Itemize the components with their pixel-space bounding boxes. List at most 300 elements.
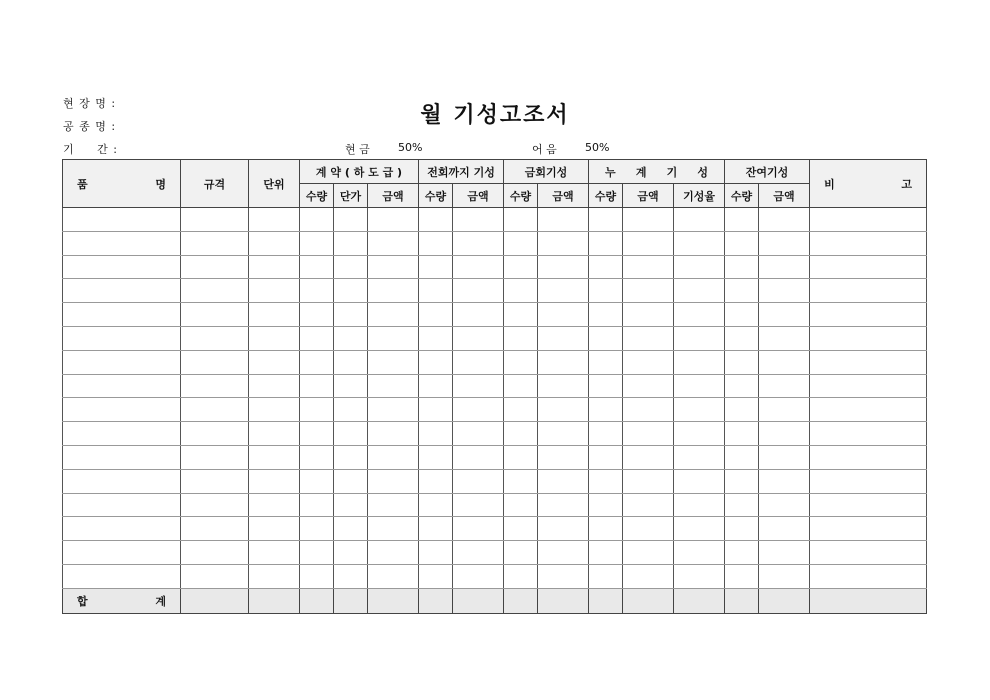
table-cell[interactable] <box>368 445 419 469</box>
table-cell[interactable] <box>334 469 368 493</box>
table-cell[interactable] <box>725 564 759 588</box>
table-cell[interactable] <box>181 398 249 422</box>
table-cell[interactable] <box>810 374 927 398</box>
progress-table <box>62 159 927 614</box>
table-cell[interactable] <box>759 231 810 255</box>
table-cell[interactable] <box>453 303 504 327</box>
total-cell <box>249 588 300 613</box>
table-row <box>63 493 927 517</box>
table-cell[interactable] <box>249 564 300 588</box>
table-cell[interactable] <box>504 469 538 493</box>
table-cell[interactable] <box>63 422 181 446</box>
table-cell[interactable] <box>623 422 674 446</box>
table-cell[interactable] <box>453 398 504 422</box>
table-cell[interactable] <box>504 564 538 588</box>
header-cumulative: 누 계 기 성 <box>589 160 725 184</box>
table-cell[interactable] <box>538 374 589 398</box>
table-cell[interactable] <box>674 231 725 255</box>
table-row <box>63 350 927 374</box>
table-cell[interactable] <box>538 350 589 374</box>
table-cell[interactable] <box>300 279 334 303</box>
table-cell[interactable] <box>589 398 623 422</box>
table-cell[interactable] <box>589 564 623 588</box>
sub-contract-price: 단가 <box>334 184 368 208</box>
table-cell[interactable] <box>419 231 453 255</box>
note-value: 50% <box>585 141 610 154</box>
table-row <box>63 303 927 327</box>
table-cell[interactable] <box>538 326 589 350</box>
table-cell[interactable] <box>249 350 300 374</box>
table-cell[interactable] <box>63 326 181 350</box>
total-cell <box>300 588 334 613</box>
table-cell[interactable] <box>249 374 300 398</box>
table-cell[interactable] <box>181 469 249 493</box>
table-cell[interactable] <box>249 541 300 565</box>
table-cell[interactable] <box>725 374 759 398</box>
table-cell[interactable] <box>419 564 453 588</box>
table-cell[interactable] <box>453 493 504 517</box>
total-cell <box>334 588 368 613</box>
table-cell[interactable] <box>589 469 623 493</box>
table-cell[interactable] <box>538 208 589 232</box>
table-cell[interactable] <box>419 445 453 469</box>
table-cell[interactable] <box>181 279 249 303</box>
table-cell[interactable] <box>589 303 623 327</box>
table-cell[interactable] <box>63 374 181 398</box>
table-cell[interactable] <box>810 279 927 303</box>
table-cell[interactable] <box>181 445 249 469</box>
table-cell[interactable] <box>300 517 334 541</box>
table-cell[interactable] <box>538 303 589 327</box>
total-cell <box>589 588 623 613</box>
table-cell[interactable] <box>759 469 810 493</box>
table-cell[interactable] <box>674 469 725 493</box>
table-cell[interactable] <box>725 231 759 255</box>
table-cell[interactable] <box>368 303 419 327</box>
table-cell[interactable] <box>538 231 589 255</box>
table-cell[interactable] <box>504 208 538 232</box>
table-cell[interactable] <box>759 422 810 446</box>
table-cell[interactable] <box>759 279 810 303</box>
table-cell[interactable] <box>249 303 300 327</box>
table-cell[interactable] <box>63 445 181 469</box>
sub-current-qty: 수량 <box>504 184 538 208</box>
table-cell[interactable] <box>181 517 249 541</box>
table-cell[interactable] <box>368 326 419 350</box>
table-cell[interactable] <box>504 374 538 398</box>
table-cell[interactable] <box>538 493 589 517</box>
table-cell[interactable] <box>538 422 589 446</box>
table-cell[interactable] <box>623 255 674 279</box>
table-cell[interactable] <box>453 422 504 446</box>
table-cell[interactable] <box>63 255 181 279</box>
table-cell[interactable] <box>810 303 927 327</box>
table-row <box>63 374 927 398</box>
table-cell[interactable] <box>334 255 368 279</box>
table-cell[interactable] <box>300 493 334 517</box>
table-cell[interactable] <box>623 517 674 541</box>
table-cell[interactable] <box>504 255 538 279</box>
table-cell[interactable] <box>538 255 589 279</box>
table-row <box>63 541 927 565</box>
table-cell[interactable] <box>249 279 300 303</box>
cash-label: 현 금 <box>345 143 370 156</box>
table-cell[interactable] <box>334 445 368 469</box>
table-cell[interactable] <box>300 422 334 446</box>
table-cell[interactable] <box>589 208 623 232</box>
table-cell[interactable] <box>589 279 623 303</box>
table-cell[interactable] <box>453 279 504 303</box>
header-remark: 비 고 <box>810 160 927 208</box>
table-row <box>63 279 927 303</box>
table-cell[interactable] <box>300 231 334 255</box>
table-cell[interactable] <box>63 231 181 255</box>
table-cell[interactable] <box>453 469 504 493</box>
sub-current-amount: 금액 <box>538 184 589 208</box>
table-cell[interactable] <box>589 445 623 469</box>
table-cell[interactable] <box>759 564 810 588</box>
table-cell[interactable] <box>368 398 419 422</box>
table-cell[interactable] <box>181 326 249 350</box>
table-cell[interactable] <box>674 398 725 422</box>
table-cell[interactable] <box>759 493 810 517</box>
table-cell[interactable] <box>759 350 810 374</box>
table-cell[interactable] <box>453 374 504 398</box>
table-cell[interactable] <box>623 541 674 565</box>
table-cell[interactable] <box>674 350 725 374</box>
table-cell[interactable] <box>249 231 300 255</box>
table-cell[interactable] <box>759 445 810 469</box>
table-cell[interactable] <box>538 517 589 541</box>
table-cell[interactable] <box>368 231 419 255</box>
table-cell[interactable] <box>63 350 181 374</box>
table-cell[interactable] <box>589 374 623 398</box>
table-cell[interactable] <box>334 326 368 350</box>
table-cell[interactable] <box>334 374 368 398</box>
sub-contract-amount: 금액 <box>368 184 419 208</box>
table-cell[interactable] <box>419 469 453 493</box>
table-cell[interactable] <box>334 303 368 327</box>
table-cell[interactable] <box>368 350 419 374</box>
table-row <box>63 398 927 422</box>
table-cell[interactable] <box>368 493 419 517</box>
table-cell[interactable] <box>725 398 759 422</box>
table-cell[interactable] <box>623 469 674 493</box>
table-cell[interactable] <box>759 303 810 327</box>
table-cell[interactable] <box>419 326 453 350</box>
table-cell[interactable] <box>419 541 453 565</box>
total-cell <box>623 588 674 613</box>
table-cell[interactable] <box>249 517 300 541</box>
table-cell[interactable] <box>453 208 504 232</box>
table-cell[interactable] <box>810 493 927 517</box>
table-cell[interactable] <box>810 398 927 422</box>
table-cell[interactable] <box>249 445 300 469</box>
table-cell[interactable] <box>300 255 334 279</box>
total-label: 합 계 <box>63 588 181 613</box>
table-cell[interactable] <box>759 208 810 232</box>
table-cell[interactable] <box>725 469 759 493</box>
table-cell[interactable] <box>674 517 725 541</box>
table-cell[interactable] <box>334 422 368 446</box>
table-cell[interactable] <box>63 208 181 232</box>
table-cell[interactable] <box>725 208 759 232</box>
table-cell[interactable] <box>334 350 368 374</box>
table-cell[interactable] <box>300 445 334 469</box>
table-row <box>63 564 927 588</box>
table-cell[interactable] <box>674 279 725 303</box>
total-cell <box>674 588 725 613</box>
table-cell[interactable] <box>181 255 249 279</box>
table-cell[interactable] <box>589 350 623 374</box>
table-cell[interactable] <box>623 326 674 350</box>
table-cell[interactable] <box>453 326 504 350</box>
table-cell[interactable] <box>810 231 927 255</box>
table-cell[interactable] <box>300 564 334 588</box>
table-cell[interactable] <box>538 279 589 303</box>
table-row <box>63 445 927 469</box>
table-cell[interactable] <box>63 564 181 588</box>
table-cell[interactable] <box>63 303 181 327</box>
table-cell[interactable] <box>674 445 725 469</box>
table-cell[interactable] <box>181 541 249 565</box>
table-cell[interactable] <box>368 517 419 541</box>
table-cell[interactable] <box>810 541 927 565</box>
total-cell <box>453 588 504 613</box>
table-cell[interactable] <box>181 493 249 517</box>
table-cell[interactable] <box>538 398 589 422</box>
table-cell[interactable] <box>725 445 759 469</box>
table-cell[interactable] <box>419 493 453 517</box>
table-cell[interactable] <box>334 231 368 255</box>
total-cell <box>759 588 810 613</box>
table-cell[interactable] <box>810 350 927 374</box>
table-cell[interactable] <box>249 255 300 279</box>
table-body <box>63 208 927 614</box>
table-cell[interactable] <box>300 326 334 350</box>
table-cell[interactable] <box>419 303 453 327</box>
table-cell[interactable] <box>810 517 927 541</box>
table-cell[interactable] <box>589 517 623 541</box>
table-cell[interactable] <box>810 445 927 469</box>
table-cell[interactable] <box>725 493 759 517</box>
table-cell[interactable] <box>504 541 538 565</box>
table-cell[interactable] <box>419 279 453 303</box>
table-cell[interactable] <box>674 493 725 517</box>
table-cell[interactable] <box>300 541 334 565</box>
table-cell[interactable] <box>249 469 300 493</box>
table-cell[interactable] <box>504 517 538 541</box>
table-cell[interactable] <box>538 445 589 469</box>
table-cell[interactable] <box>759 517 810 541</box>
table-cell[interactable] <box>368 374 419 398</box>
table-cell[interactable] <box>249 208 300 232</box>
table-cell[interactable] <box>504 279 538 303</box>
table-cell[interactable] <box>504 445 538 469</box>
table-cell[interactable] <box>300 350 334 374</box>
table-cell[interactable] <box>63 398 181 422</box>
document-title: 월 기성고조서 <box>420 103 570 128</box>
table-cell[interactable] <box>334 398 368 422</box>
table-cell[interactable] <box>674 208 725 232</box>
sub-remaining-qty: 수량 <box>725 184 759 208</box>
table-cell[interactable] <box>725 541 759 565</box>
sub-cumulative-amount: 금액 <box>623 184 674 208</box>
table-cell[interactable] <box>725 303 759 327</box>
table-cell[interactable] <box>674 326 725 350</box>
table-row <box>63 422 927 446</box>
site-name-label: 현 장 명 : <box>63 97 117 110</box>
table-cell[interactable] <box>368 469 419 493</box>
table-cell[interactable] <box>504 493 538 517</box>
table-cell[interactable] <box>249 422 300 446</box>
table-cell[interactable] <box>334 541 368 565</box>
sub-contract-qty: 수량 <box>300 184 334 208</box>
table-cell[interactable] <box>623 398 674 422</box>
table-cell[interactable] <box>368 255 419 279</box>
table-cell[interactable] <box>759 326 810 350</box>
table-cell[interactable] <box>249 493 300 517</box>
table-cell[interactable] <box>181 564 249 588</box>
table-cell[interactable] <box>674 564 725 588</box>
table-cell[interactable] <box>368 564 419 588</box>
table-cell[interactable] <box>725 517 759 541</box>
table-cell[interactable] <box>181 422 249 446</box>
table-cell[interactable] <box>674 422 725 446</box>
table-cell[interactable] <box>181 374 249 398</box>
table-cell[interactable] <box>300 398 334 422</box>
table-cell[interactable] <box>419 422 453 446</box>
table-cell[interactable] <box>453 255 504 279</box>
table-cell[interactable] <box>300 208 334 232</box>
table-cell[interactable] <box>725 326 759 350</box>
table-cell[interactable] <box>623 279 674 303</box>
table-cell[interactable] <box>300 469 334 493</box>
table-cell[interactable] <box>334 493 368 517</box>
total-row <box>63 588 927 613</box>
table-cell[interactable] <box>63 517 181 541</box>
table-cell[interactable] <box>623 564 674 588</box>
table-cell[interactable] <box>810 422 927 446</box>
table-cell[interactable] <box>334 517 368 541</box>
table-cell[interactable] <box>674 255 725 279</box>
table-cell[interactable] <box>538 564 589 588</box>
table-cell[interactable] <box>368 422 419 446</box>
table-cell[interactable] <box>725 255 759 279</box>
table-cell[interactable] <box>300 303 334 327</box>
table-cell[interactable] <box>453 564 504 588</box>
table-cell[interactable] <box>504 422 538 446</box>
table-cell[interactable] <box>674 541 725 565</box>
table-cell[interactable] <box>759 255 810 279</box>
table-cell[interactable] <box>181 208 249 232</box>
table-cell[interactable] <box>810 326 927 350</box>
table-cell[interactable] <box>623 445 674 469</box>
table-cell[interactable] <box>453 517 504 541</box>
sub-previous-amount: 금액 <box>453 184 504 208</box>
table-cell[interactable] <box>181 231 249 255</box>
table-cell[interactable] <box>538 541 589 565</box>
table-cell[interactable] <box>589 231 623 255</box>
table-cell[interactable] <box>300 374 334 398</box>
table-cell[interactable] <box>453 231 504 255</box>
cash-value: 50% <box>398 141 423 154</box>
table-cell[interactable] <box>589 493 623 517</box>
table-cell[interactable] <box>810 469 927 493</box>
table-cell[interactable] <box>674 374 725 398</box>
table-cell[interactable] <box>810 255 927 279</box>
table-cell[interactable] <box>623 303 674 327</box>
table-cell[interactable] <box>725 279 759 303</box>
sub-remaining-amount: 금액 <box>759 184 810 208</box>
table-cell[interactable] <box>759 541 810 565</box>
table-cell[interactable] <box>63 279 181 303</box>
table-cell[interactable] <box>504 398 538 422</box>
table-cell[interactable] <box>623 374 674 398</box>
table-cell[interactable] <box>589 326 623 350</box>
table-cell[interactable] <box>453 445 504 469</box>
total-cell <box>368 588 419 613</box>
table-cell[interactable] <box>334 564 368 588</box>
table-cell[interactable] <box>623 231 674 255</box>
table-cell[interactable] <box>504 326 538 350</box>
table-cell[interactable] <box>453 350 504 374</box>
table-cell[interactable] <box>181 350 249 374</box>
table-cell[interactable] <box>725 350 759 374</box>
table-cell[interactable] <box>810 208 927 232</box>
table-cell[interactable] <box>419 398 453 422</box>
table-row <box>63 255 927 279</box>
table-cell[interactable] <box>538 469 589 493</box>
table-cell[interactable] <box>63 493 181 517</box>
table-row <box>63 326 927 350</box>
table-cell[interactable] <box>334 279 368 303</box>
table-cell[interactable] <box>504 231 538 255</box>
table-cell[interactable] <box>249 326 300 350</box>
table-cell[interactable] <box>63 541 181 565</box>
table-cell[interactable] <box>334 208 368 232</box>
table-cell[interactable] <box>181 303 249 327</box>
header-remaining: 잔여기성 <box>725 160 810 184</box>
table-cell[interactable] <box>759 398 810 422</box>
table-cell[interactable] <box>623 350 674 374</box>
sub-cumulative-qty: 수량 <box>589 184 623 208</box>
table-cell[interactable] <box>504 350 538 374</box>
total-cell <box>725 588 759 613</box>
table-cell[interactable] <box>453 541 504 565</box>
table-cell[interactable] <box>419 208 453 232</box>
table-cell[interactable] <box>589 255 623 279</box>
table-cell[interactable] <box>810 564 927 588</box>
table-cell[interactable] <box>623 208 674 232</box>
table-cell[interactable] <box>623 493 674 517</box>
table-cell[interactable] <box>63 469 181 493</box>
table-cell[interactable] <box>249 398 300 422</box>
table-cell[interactable] <box>368 541 419 565</box>
table-cell[interactable] <box>504 303 538 327</box>
table-cell[interactable] <box>419 350 453 374</box>
table-cell[interactable] <box>725 422 759 446</box>
table-cell[interactable] <box>674 303 725 327</box>
table-cell[interactable] <box>368 208 419 232</box>
table-cell[interactable] <box>419 255 453 279</box>
table-cell[interactable] <box>419 374 453 398</box>
table-cell[interactable] <box>759 374 810 398</box>
table-cell[interactable] <box>589 422 623 446</box>
table-cell[interactable] <box>419 517 453 541</box>
table-cell[interactable] <box>368 279 419 303</box>
table-cell[interactable] <box>589 541 623 565</box>
